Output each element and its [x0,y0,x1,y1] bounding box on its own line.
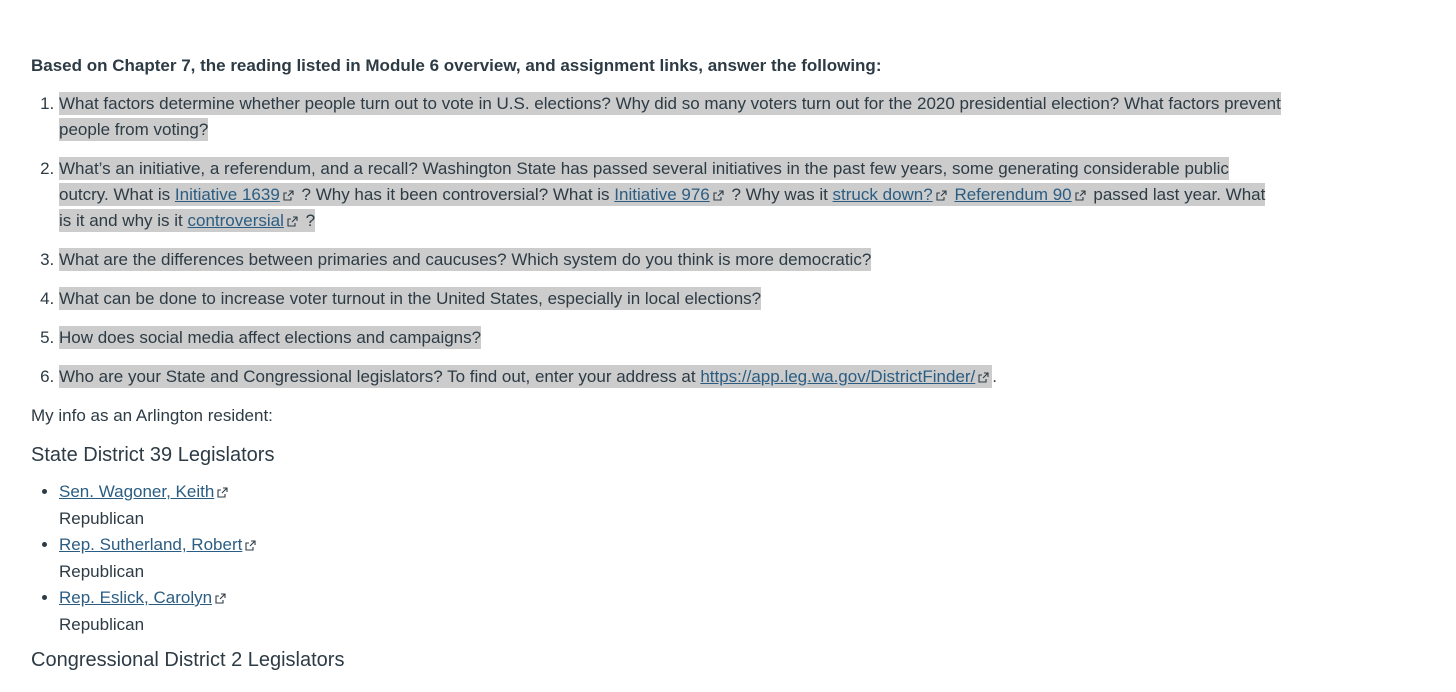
question-6-period: . [992,367,998,386]
initiative-976-link[interactable]: Initiative 976 [614,185,710,204]
referendum-90-link[interactable]: Referendum 90 [954,185,1072,204]
question-4-text: What can be done to increase voter turnout in the United States, especially in local elections? [59,289,762,308]
page-content [31,53,1281,684]
question-2-part: ? Why has it been controversial? What is [296,185,615,204]
legislator-party: Republican [59,561,145,581]
resident-info: My info as an Arlington resident: [31,406,273,425]
question-1-text: What factors determine whether people turn out to vote in U.S. elections? Why did so many voters turn out for the 2020 presidential election? What factors prevent people from voting? [59,94,1281,139]
question-2-part: What’s an initiative, a referendum, and a recall? Washington State has passed several initiatives in the past few years, some generating considerable public outcry. What is [59,159,1229,204]
legislator-link-sutherland[interactable]: Rep. Sutherland, Robert [59,535,243,554]
congressional-district-heading: Congressional District 2 Legislators [31,649,345,671]
legislator-link-eslick[interactable]: Rep. Eslick, Carolyn [59,588,213,607]
question-item [59,156,1281,234]
external-link-icon [936,190,947,201]
controversial-link[interactable]: controversial [187,211,284,230]
question-2-part: passed last year. What is it and why is it [59,185,1266,230]
question-6-text [59,365,992,388]
legislator-party: Republican [59,614,145,634]
state-district-heading: State District 39 Legislators [31,444,275,466]
question-2-part: ? Why was it [726,185,833,204]
external-link-icon [287,216,298,227]
external-link-icon [978,372,989,383]
external-link-icon [283,190,294,201]
question-item [59,364,1281,390]
state-legislators-list [31,479,1281,638]
legislator-item [59,479,1281,532]
question-6-part: Who are your State and Congressional legislators? To find out, enter your address at [59,367,701,386]
question-item [59,91,1281,143]
question-5-text: How does social media affect elections and campaigns? [59,328,482,347]
initiative-1639-link[interactable]: Initiative 1639 [174,185,280,204]
external-link-icon [713,190,724,201]
question-item [59,247,1281,273]
external-link-icon [1075,190,1086,201]
question-3-text: What are the differences between primaries and caucuses? Which system do you think is more democratic? [59,250,872,269]
legislator-item [59,585,1281,638]
external-link-icon [215,593,226,604]
question-2-part: ? [300,211,316,230]
legislator-link-wagoner[interactable]: Sen. Wagoner, Keith [59,482,215,501]
question-2-text [59,157,1265,232]
question-item [59,325,1281,351]
external-link-icon [245,540,256,551]
external-link-icon [217,487,228,498]
intro-text: Based on Chapter 7, the reading listed in Module 6 overview, and assignment links, answer the following: [31,56,882,75]
question-item [59,286,1281,312]
district-finder-link[interactable]: https://app.leg.wa.gov/DistrictFinder/ [700,367,976,386]
legislator-party: Republican [59,508,145,528]
legislator-item [59,532,1281,585]
questions-list [31,91,1281,390]
struck-down-link[interactable]: struck down? [832,185,933,204]
